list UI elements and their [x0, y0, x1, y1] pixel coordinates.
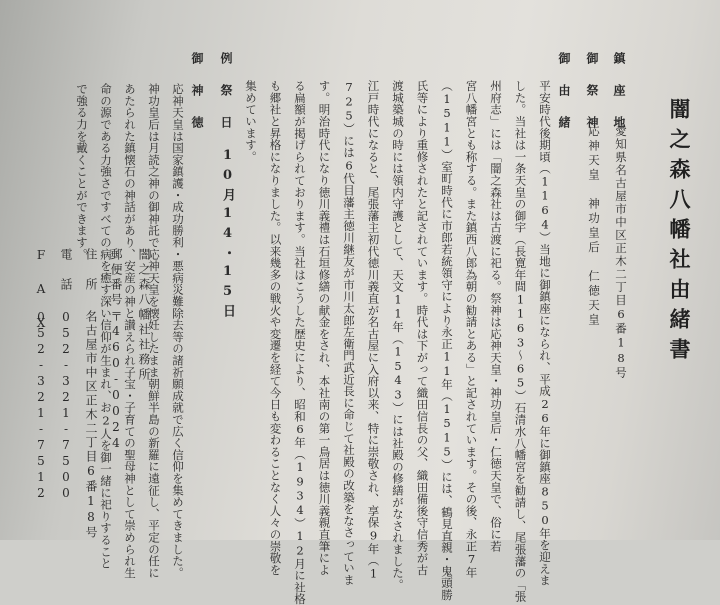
- office-row-value: 〒460-0024: [109, 310, 123, 452]
- deities-value: 応神天皇 神功皇后 仁徳天皇: [587, 125, 601, 328]
- office-row-label: 電 話: [59, 248, 73, 293]
- office-row-value: 052-321-7500: [59, 310, 73, 502]
- history-line: 725）には6代目藩主徳川継友が市川太郎左衛門武近長に命じて社殿の改築をなさっていま: [342, 80, 356, 586]
- office-row-value: 052-321-7512: [34, 310, 48, 502]
- virtue-line: 応神天皇は国家鎮護・成功勝利・悪病災難除去等の諸祈願成就で広く信仰を集めてきました。: [171, 83, 185, 579]
- history-line: 江戸時代になると、尾張藩主初代徳川義直が名古屋に入府以来、特に崇敬され、享保9年（1: [366, 80, 381, 581]
- history-line: す。明治時代になり徳川義禮は石垣修繕の献金をされ、本社南の第一鳥居は徳川義親直筆によ: [317, 80, 332, 576]
- virtue-line: 神功皇后は月読之神の御神託で応神天皇を懐妊したまま朝鮮半島の新羅に遠征し、平定の任に: [147, 83, 161, 579]
- document-title: 闇之森八幡社由緒書: [667, 98, 692, 368]
- office-row-label: 郵便番号: [109, 248, 123, 308]
- festival-label: 例 祭 日: [219, 52, 233, 131]
- history-line: 集めています。: [244, 80, 258, 163]
- history-line: 渡城築城の時には領内守護として、天文11年（1543）には社殿の修繕がなされました。: [391, 80, 405, 591]
- history-label: 御 由 緒: [557, 52, 571, 131]
- festival-date: 10月14・15日: [220, 148, 235, 322]
- address-label: 鎮 座 地: [612, 52, 626, 131]
- virtue-label: 御 神 徳: [190, 52, 204, 131]
- history-line: 州府志」には「闇之森社は古渡に祀る。祭神は応神天皇・神功皇后・仁徳天皇で、俗に若: [489, 80, 503, 552]
- history-line: 平安時代後期頃（1164）当地に御鎮座になられ、平成26年に御鎮座850年を迎えま: [538, 80, 552, 587]
- history-line: も郷社と昇格になりました。以来幾多の戦火や変遷を経て今日も変わることなく人々の崇敬を: [268, 80, 283, 576]
- office-row-value: 名古屋市中区正木二丁目6番18号: [84, 310, 98, 540]
- office-name: 闇之森八幡社社務所: [137, 248, 151, 383]
- office-row-label: F A X: [34, 248, 48, 333]
- virtue-line: 命の源である力強さですべての病を癒す深い信仰が生まれ、お2人を御一緒に祀りすること: [99, 83, 113, 570]
- virtue-line: で強る力を戴くことができます。: [75, 83, 89, 260]
- history-line: した。当社は一条天皇の御宇（長寛年間1163〜65）石清水八幡宮を勧請し、尾張藩の「張: [513, 80, 528, 603]
- deities-label: 御 祭 神: [585, 52, 599, 131]
- history-line: 氏等により重修されたと記されています。時代は下がって織田信長の父、織田備後守信秀が古: [415, 80, 430, 576]
- office-row-label: 住 所: [84, 248, 98, 293]
- address-value: 愛知県名古屋市中区正木二丁目6番18号: [614, 125, 628, 380]
- virtue-line: あたられた鎮懐石の神話があり、安産の神と讃えられ子宝・子育ての聖母神として崇められ生: [123, 83, 137, 579]
- history-line: （1511）室町時代に市郎若統領守により永正11年（1515）には、鶴見直親・鬼頭勝: [440, 80, 454, 601]
- history-line: 宮八幡宮とも称する。また鎮西八郎為朝の勧請とある」と記されています。その後、永正7年: [464, 80, 479, 579]
- history-line: る扁額が掲げられております。当社はこうした歴史により、昭和6年（1934）12月に社格: [293, 80, 307, 605]
